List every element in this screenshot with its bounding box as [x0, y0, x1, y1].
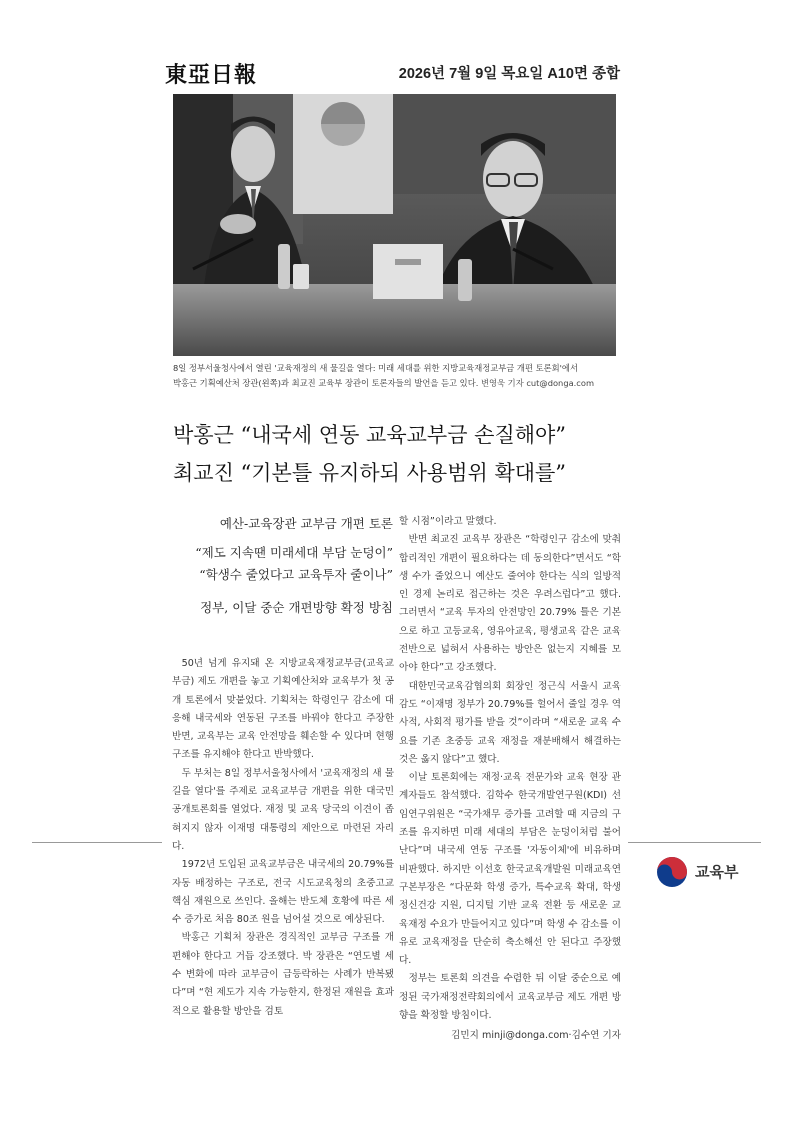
paragraph: 반면 최교진 교육부 장관은 “학령인구 감소에 맞춰 합리적인 개편이 필요하다는 데 동의한다”면서도 “학생 수가 줄었으니 예산도 줄여야 한다는 식의 일방적인 경제 논리로 접근하는 것은 우려스럽다”고 했다. 그러면서 “교육 투자의 안전망인 20.79% 틀은 기본으로 하고 고등교육, 영유아교육, 평생교육 같은 교육 전반으로 넓혀서 사용하는 방안은 없는지 지혜를 모아야 한다”고 강조했다.: [399, 534, 621, 674]
subhead-3: “학생수 줄었다고 교육투자 줄이나”: [199, 567, 393, 582]
headline-line-2: 최교진 “기본틀 유지하되 사용범위 확대를”: [173, 461, 567, 485]
newspaper-logo: 東亞日報: [165, 62, 258, 88]
paragraph: 박홍근 기획처 장관은 경직적인 교부금 구조를 개편해야 한다고 거듭 강조했다. 박 장관은 “연도별 세수 변화에 따라 교부금이 급등락하는 사례가 반복됐다”며 “현 제도가 지속 가능한지, 한정된 재원을 효과적으로 활용할 방안을 검토: [172, 932, 394, 1017]
paragraph: 대한민국교육감협의회 회장인 정근식 서울시 교육감도 “이재명 정부가 20.79%를 헐어서 줄일 경우 역사적, 사회적 평가를 받을 것”이라며 “새로운 교육 수요를 기존 초중등 교육 재정을 재분배해서 해결하는 것은 옳지 않다”고 했다.: [399, 680, 621, 765]
taegeuk-emblem-icon: [655, 855, 689, 889]
subhead-2: “제도 지속땐 미래세대 부담 눈덩이”: [195, 545, 393, 560]
subhead-4: 정부, 이달 중순 개편방향 확정 방침: [200, 600, 393, 615]
caption-text: 박홍근 기획예산처 장관(왼쪽)과 최교진 교육부 장관이 토론자들의 발언을 듣고 있다.: [173, 378, 479, 388]
article-column-right: [399, 513, 621, 1046]
subheads: [165, 512, 393, 620]
divider: [628, 842, 761, 843]
photo-credit: 변영욱 기자 cut@donga.com: [481, 378, 595, 388]
masthead: [165, 58, 620, 88]
ministry-logo: [655, 852, 765, 892]
headline: [173, 416, 623, 492]
caption-line: 8일 정부서울청사에서 열린 '교육재정의 새 물길을 열다: 미래 세대를 위한 지방교육재정교부금 개편 토론회'에서: [173, 363, 578, 373]
caption-line: [173, 376, 616, 391]
subhead-1: 예산-교육장관 교부금 개편 토론: [219, 516, 393, 531]
article-column-left: [172, 655, 394, 1021]
dateline: 2026년 7월 9일 목요일 A10면 종합: [398, 66, 620, 82]
divider: [32, 842, 162, 843]
paragraph: 두 부처는 8일 정부서울청사에서 '교육재정의 새 물길을 열다'를 주제로 교육교부금 개편을 위한 대국민 공개토론회를 열었다. 재정 및 교육 당국의 이견이 좁혀지지 않자 이재명 대통령의 제안으로 마련된 자리다.: [172, 767, 394, 852]
byline: 김민지 minji@donga.com·김수연 기자: [451, 1030, 621, 1042]
paragraph: 정부는 토론회 의견을 수렴한 뒤 이달 중순으로 예정된 국가재정전략회의에서 교육교부금 제도 개편 방향을 확정할 방침이다.: [399, 973, 621, 1022]
paragraph: 할 시점”이라고 말했다.: [399, 516, 497, 527]
paragraph: 이날 토론회에는 재정·교육 전문가와 교육 현장 관계자들도 참석했다. 김학수 한국개발연구원(KDI) 선임연구위원은 “국가채무 증가를 고려할 때 지금의 구조를 유지하면 미래 세대의 부담은 눈덩이처럼 불어난다”며 내국세 연동 구조를 '자동이체'에 비유하며 비판했다. 하지만 이선호 한국교육개발원 미래교육연구본부장은 “다문화 학생 증가, 특수교육 확대, 학생 정신건강 지원, 디지털 기반 교육 전환 등 새로운 교육재정 수요가 만들어지고 있다”며 학생 수 감소를 이유로 교육재정을 단순히 축소해선 안 된다고 주장했다.: [399, 772, 621, 967]
photo-caption: [173, 361, 616, 391]
ministry-label: 교육부: [695, 864, 739, 881]
news-photo: [173, 94, 616, 356]
headline-line-1: 박홍근 “내국세 연동 교육교부금 손질해야”: [173, 423, 567, 447]
paragraph: 50년 넘게 유지돼 온 지방교육재정교부금(교육교부금) 제도 개편을 놓고 기획예산처와 교육부가 첫 공개 토론에서 맞붙었다. 기획처는 학령인구 감소에 대응해 내국세와 연동된 구조를 바꿔야 한다고 주장한 반면, 교육부는 교육 안전망을 훼손할 수 있다며 현행 구조를 유지해야 한다고 반박했다.: [172, 658, 394, 761]
paragraph: 1972년 도입된 교육교부금은 내국세의 20.79%를 자동 배정하는 구조로, 전국 시도교육청의 초중고교 핵심 재원으로 쓰인다. 올해는 반도체 호황에 따른 세수 증가로 처음 80조 원을 넘어설 것으로 예상된다.: [172, 859, 394, 926]
